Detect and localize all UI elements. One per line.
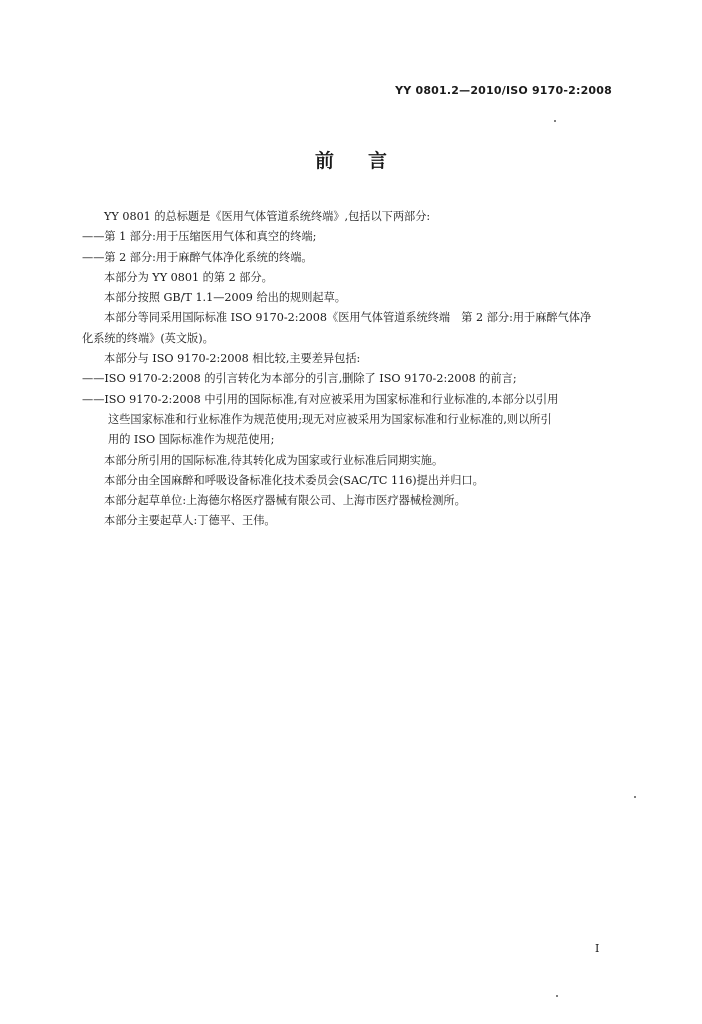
page-title: 前言 <box>314 150 421 172</box>
foreword-body <box>82 207 622 532</box>
list-item-difference1: ——ISO 9170-2:2008 的引言转化为本部分的引言,删除了 ISO 9170-2:2008 的前言; <box>82 372 517 386</box>
page-number: I <box>595 942 600 955</box>
scan-speck <box>556 995 558 997</box>
scan-speck <box>634 796 636 798</box>
list-item-part1: ——第 1 部分:用于压缩医用气体和真空的终端; <box>82 230 317 244</box>
list-item-difference2-line1: ——ISO 9170-2:2008 中引用的国际标准,有对应被采用为国家标准和行业标准的,本部分以引用 <box>82 392 559 406</box>
paragraph-drafters: 本部分主要起草人:丁德平、王伟。 <box>104 514 276 528</box>
paragraph-drafting-units: 本部分起草单位:上海德尔格医疗器械有限公司、上海市医疗器械检测所。 <box>104 494 466 508</box>
paragraph-part-statement: 本部分为 YY 0801 的第 2 部分。 <box>104 270 273 284</box>
paragraph-proposer: 本部分由全国麻醉和呼吸设备标准化技术委员会(SAC/TC 116)提出并归口。 <box>104 473 484 487</box>
paragraph-adoption-line1: 本部分等同采用国际标准 ISO 9170-2:2008《医用气体管道系统终端 第 2 部分:用于麻醉气体净 <box>104 311 592 325</box>
paragraph-implementation: 本部分所引用的国际标准,待其转化成为国家或行业标准后同期实施。 <box>104 453 444 467</box>
paragraph-general-title: YY 0801 的总标题是《医用气体管道系统终端》,包括以下两部分: <box>104 210 431 223</box>
list-item-difference2-line2: 这些国家标准和行业标准作为规范使用;现无对应被采用为国家标准和行业标准的,则以所引 <box>108 412 552 426</box>
paragraph-differences-intro: 本部分与 ISO 9170-2:2008 相比较,主要差异包括: <box>104 352 361 366</box>
standard-code: YY 0801.2—2010/ISO 9170-2:2008 <box>395 84 612 97</box>
paragraph-adoption-line2: 化系统的终端》(英文版)。 <box>82 331 214 345</box>
list-item-difference2-line3: 用的 ISO 国际标准作为规范使用; <box>108 433 275 447</box>
list-item-part2: ——第 2 部分:用于麻醉气体净化系统的终端。 <box>82 250 313 264</box>
scan-speck <box>554 120 556 122</box>
paragraph-drafting-rules: 本部分按照 GB/T 1.1—2009 给出的规则起草。 <box>104 291 346 305</box>
